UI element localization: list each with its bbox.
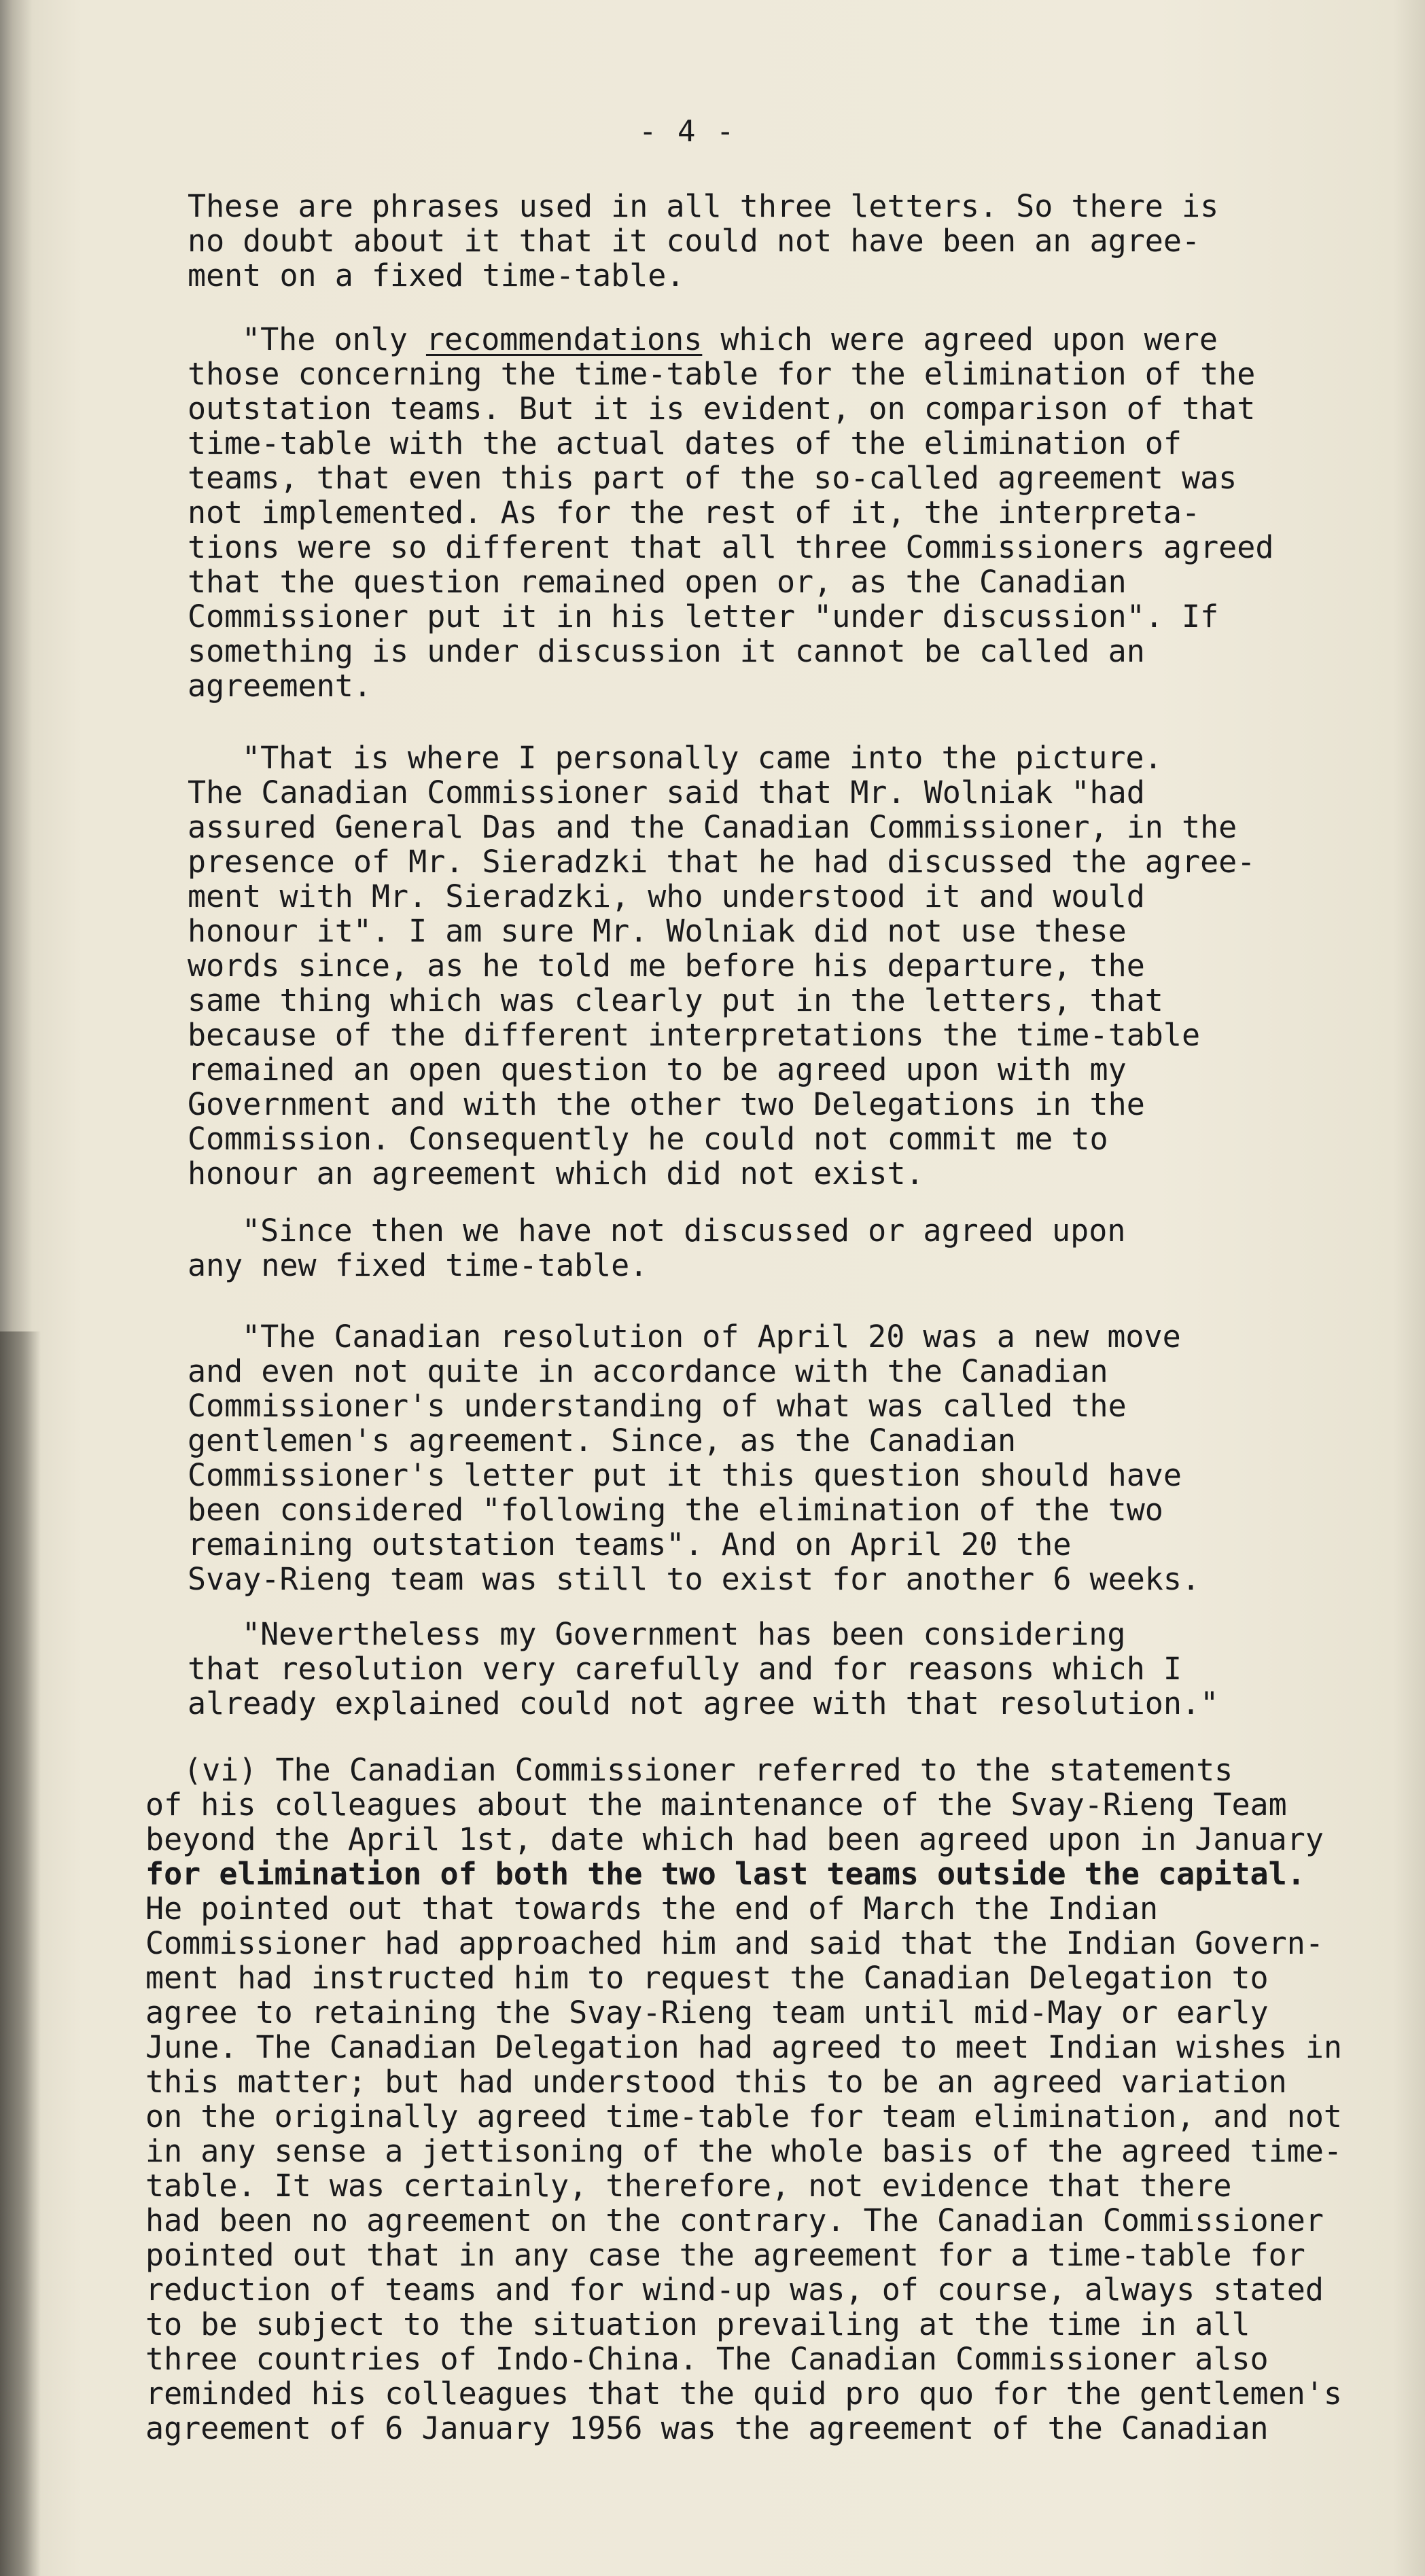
text-line: time-table with the actual dates of the elimination of <box>188 425 1182 461</box>
text-line: Government and with the other two Delegations in the <box>188 1086 1145 1122</box>
text-fragment: which were agreed upon were <box>702 321 1218 357</box>
text-line <box>188 322 1370 357</box>
text-line: teams, that even this part of the so-called agreement was <box>188 460 1237 496</box>
text-line: He pointed out that towards the end of March the Indian <box>145 1891 1159 1927</box>
page-number: - 4 - <box>639 114 736 149</box>
text-line: reduction of teams and for wind-up was, of course, always stated <box>145 2272 1324 2308</box>
text-line: words since, as he told me before his departure, the <box>188 948 1145 984</box>
text-line: to be subject to the situation prevailing at the time in all <box>145 2306 1250 2342</box>
text-line: in any sense a jettisoning of the whole basis of the agreed time- <box>145 2133 1342 2169</box>
text-line: agree to retaining the Svay-Rieng team until mid-May or early <box>145 1994 1269 2031</box>
text-line: remaining outstation teams". And on April 20 the <box>188 1526 1072 1562</box>
text-line: gentlemen's agreement. Since, as the Canadian <box>188 1423 1017 1459</box>
text-line: "That is where I personally came into the picture. <box>242 740 1163 776</box>
text-line: ment on a fixed time-table. <box>188 257 685 293</box>
text-line: of his colleagues about the maintenance of the Svay-Rieng Team <box>145 1787 1287 1823</box>
underlined-word: recommendations <box>425 321 703 357</box>
paragraph-nevertheless <box>188 1617 1370 1721</box>
text-line: ment with Mr. Sieradzki, who understood it and would <box>188 878 1145 914</box>
text-line: not implemented. As for the rest of it, the interpreta- <box>188 495 1201 531</box>
text-line: agreement of 6 January 1956 was the agreement of the Canadian <box>145 2410 1269 2446</box>
text-line: any new fixed time-table. <box>188 1247 648 1283</box>
text-line: Commissioner had approached him and said that the Indian Govern- <box>145 1925 1324 1961</box>
paragraph-personally <box>188 740 1370 1191</box>
text-line: "The Canadian resolution of April 20 was a new move <box>242 1319 1181 1355</box>
text-line: "Since then we have not discussed or agreed upon <box>242 1213 1126 1249</box>
text-line: same thing which was clearly put in the letters, that <box>188 982 1163 1018</box>
text-line: Commissioner's letter put it this question should have <box>188 1457 1182 1493</box>
text-line: already explained could not agree with that resolution." <box>188 1685 1219 1721</box>
text-line: presence of Mr. Sieradzki that he had discussed the agree- <box>188 844 1256 880</box>
text-line: Commission. Consequently he could not commit me to <box>188 1121 1108 1157</box>
text-line: tions were so different that all three Commissioners agreed <box>188 529 1274 565</box>
text-line: honour an agreement which did not exist. <box>188 1156 924 1192</box>
text-line: Svay-Rieng team was still to exist for another 6 weeks. <box>188 1561 1201 1597</box>
paragraph-vi <box>145 1753 1369 2446</box>
paragraph-phrases <box>188 189 1370 293</box>
text-line: remained an open question to be agreed upon with my <box>188 1052 1127 1088</box>
text-line: this matter; but had understood this to be an agreed variation <box>145 2064 1287 2100</box>
text-line: Commissioner's understanding of what was called the <box>188 1388 1127 1424</box>
text-line: The Canadian Commissioner said that Mr. Wolniak "had <box>188 774 1145 810</box>
paragraph-recommendations <box>188 322 1370 703</box>
text-line: no doubt about it that it could not have been an agree- <box>188 223 1201 259</box>
text-line: three countries of Indo-China. The Canadian Commissioner also <box>145 2341 1269 2377</box>
text-line: assured General Das and the Canadian Commissioner, in the <box>188 809 1237 845</box>
text-line: those concerning the time-table for the elimination of the <box>188 356 1256 392</box>
text-line: June. The Canadian Delegation had agreed to meet Indian wishes in <box>145 2029 1342 2065</box>
text-fragment: "The only <box>242 321 426 357</box>
text-line: ment had instructed him to request the Canadian Delegation to <box>145 1960 1269 1996</box>
text-line: agreement. <box>188 668 372 704</box>
text-line: been considered "following the elimination of the two <box>188 1492 1163 1528</box>
text-line: table. It was certainly, therefore, not evidence that there <box>145 2168 1232 2204</box>
paragraph-resolution <box>188 1319 1370 1596</box>
paragraph-since-then <box>188 1213 1370 1283</box>
text-line: for elimination of both the two last teams outside the capital. <box>145 1856 1305 1892</box>
text-line: (vi) The Canadian Commissioner referred to the statements <box>183 1752 1233 1788</box>
text-line: and even not quite in accordance with the Canadian <box>188 1353 1108 1389</box>
text-line: beyond the April 1st, date which had been agreed upon in January <box>145 1821 1324 1857</box>
page-fold-shadow <box>0 1331 41 2576</box>
text-line: had been no agreement on the contrary. The Canadian Commissioner <box>145 2202 1324 2238</box>
text-line: Commissioner put it in his letter "under discussion". If <box>188 598 1219 634</box>
text-line: "Nevertheless my Government has been considering <box>242 1616 1126 1652</box>
text-line: These are phrases used in all three letters. So there is <box>188 188 1219 224</box>
text-line: that resolution very carefully and for reasons which I <box>188 1651 1182 1687</box>
text-line: pointed out that in any case the agreement for a time-table for <box>145 2237 1305 2273</box>
text-line: outstation teams. But it is evident, on comparison of that <box>188 391 1256 427</box>
text-line: reminded his colleagues that the quid pro quo for the gentlemen's <box>145 2376 1342 2412</box>
text-line: honour it". I am sure Mr. Wolniak did not use these <box>188 913 1127 949</box>
text-line: on the originally agreed time-table for team elimination, and not <box>145 2098 1342 2134</box>
text-line: something is under discussion it cannot be called an <box>188 633 1145 669</box>
text-line: that the question remained open or, as the Canadian <box>188 564 1127 600</box>
text-line: because of the different interpretations the time-table <box>188 1017 1201 1053</box>
